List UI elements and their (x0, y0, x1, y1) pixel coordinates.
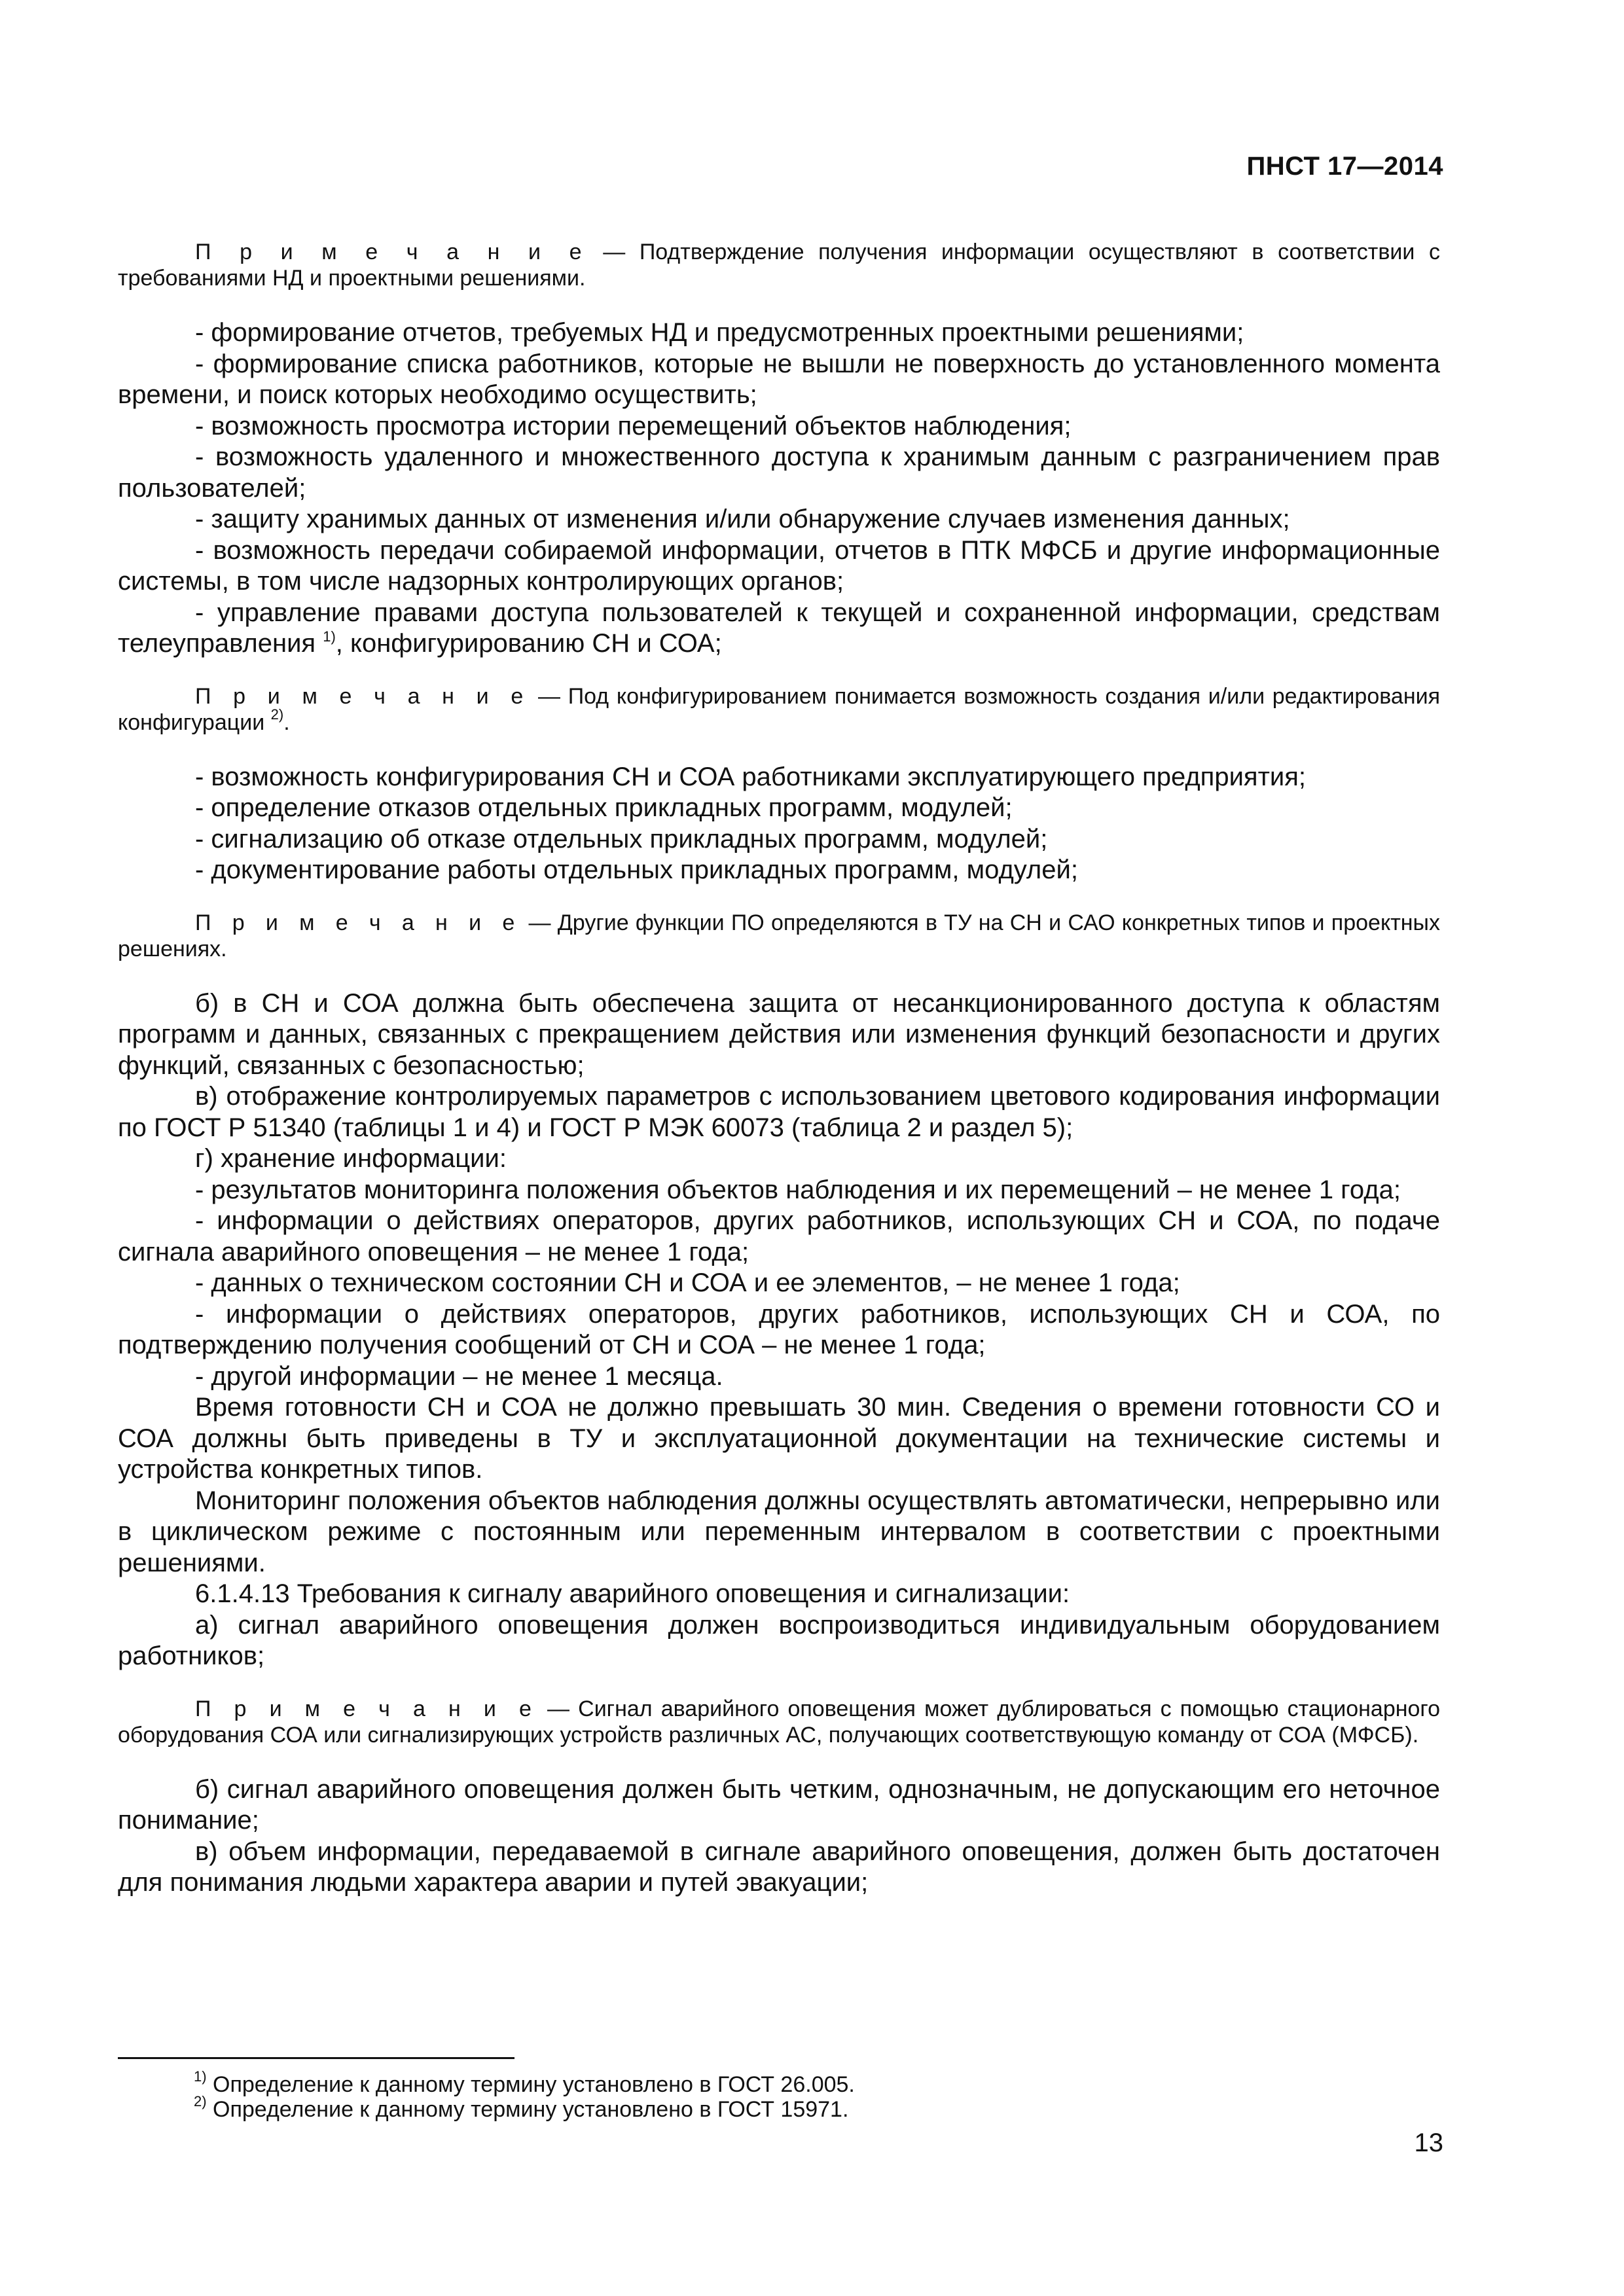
list-item: - данных о техническом состоянии СН и СОА и ее элементов, – не менее 1 года; (195, 1268, 1180, 1297)
list-item-text: - управление правами доступа пользователей к текущей и сохраненной информации, средствам телеуправления (118, 598, 1440, 658)
note (118, 910, 1440, 962)
footnote-text: Определение к данному термину установлено в ГОСТ 15971. (206, 2097, 849, 2122)
footnote-text: Определение к данному термину установлено в ГОСТ 26.005. (206, 2072, 855, 2097)
list-item: - возможность удаленного и множественного доступа к хранимым данным с разграничением прав пользователей; (118, 442, 1440, 503)
note-text: — Под конфигурированием понимается возможность создания и/или редактирования конфигурации (118, 683, 1440, 735)
section-heading: 6.1.4.13 Требования к сигналу аварийного оповещения и сигнализации: (195, 1579, 1070, 1608)
paragraph: г) хранение информации: (195, 1144, 507, 1173)
note-text: — Другие функции ПО определяются в ТУ на СН и САО конкретных типов и проектных решениях. (118, 910, 1440, 961)
list-item: - информации о действиях операторов, других работников, использующих СН и СОА, по подаче сигнала аварийного оповещения – не менее 1 года; (118, 1206, 1440, 1266)
note-label: П р и м е ч а н и е (195, 240, 589, 264)
note-text: . (283, 709, 290, 735)
paragraph: Мониторинг положения объектов наблюдения должны осуществлять автоматически, непрерывно или в циклическом режиме с постоянным или переменным интервалом в соответствии с проектными решениями. (118, 1486, 1440, 1577)
document-code: ПНСТ 17—2014 (1246, 152, 1443, 181)
note-text: — Подтверждение получения информации осуществляют в соответствии с требованиями НД и проектными решениями. (118, 240, 1440, 291)
page-body (118, 239, 1440, 1899)
footnote-mark: 2) (194, 2093, 207, 2109)
paragraph: в) объем информации, передаваемой в сигнале аварийного оповещения, должен быть достаточен для понимания людьми характера аварии и путей эвакуации; (118, 1837, 1440, 1897)
paragraph: б) в СН и СОА должна быть обеспечена защита от несанкционированного доступа к областям программ и данных, связанных с прекращением действия или изменения функций безопасности и других функций, связанных с безопасностью; (118, 988, 1440, 1080)
list-item: - возможность передачи собираемой информации, отчетов в ПТК МФСБ и другие информационные системы, в том числе надзорных контролирующих органов; (118, 535, 1440, 596)
paragraph: б) сигнал аварийного оповещения должен быть четким, однозначным, не допускающим его неточное понимание; (118, 1774, 1440, 1835)
footnote-divider (118, 2057, 514, 2059)
list-item: - возможность конфигурирования СН и СОА работниками эксплуатирующего предприятия; (195, 762, 1307, 791)
note (118, 239, 1440, 291)
list-item-text: , конфигурированию СН и СОА; (335, 629, 722, 658)
list-item: - возможность просмотра истории перемещений объектов наблюдения; (195, 411, 1072, 440)
list-item: - защиту хранимых данных от изменения и/или обнаружение случаев изменения данных; (195, 505, 1290, 533)
list-item: - другой информации – не менее 1 месяца. (195, 1361, 723, 1391)
note-label: П р и м е ч а н и е (195, 1696, 539, 1721)
note (118, 683, 1440, 736)
list-item: - определение отказов отдельных прикладных программ, модулей; (195, 793, 1013, 822)
list-item: - результатов мониторинга положения объектов наблюдения и их перемещений – не менее 1 года; (195, 1175, 1401, 1204)
page-number: 13 (1414, 2128, 1443, 2157)
list-item: - формирование списка работников, которые не вышли не поверхность до установленного момента времени, и поиск которых необходимо осуществить; (118, 349, 1440, 409)
footnote-mark: 1) (194, 2068, 207, 2085)
paragraph: а) сигнал аварийного оповещения должен воспроизводиться индивидуальным оборудованием работников; (118, 1610, 1440, 1670)
list-item: - документирование работы отдельных прикладных программ, модулей; (195, 855, 1078, 884)
footnote-ref: 1) (323, 628, 336, 645)
footnote-ref: 2) (270, 706, 284, 723)
footnote (194, 2068, 855, 2097)
paragraph: в) отображение контролируемых параметров с использованием цветового кодирования информации по ГОСТ Р 51340 (таблицы 1 и 4) и ГОСТ Р МЭК 60073 (таблица 2 и раздел 5); (118, 1082, 1440, 1142)
paragraph: Время готовности СН и СОА не должно превышать 30 мин. Сведения о времени готовности СО и СОА должны быть приведены в ТУ и эксплуатационной документации на технические системы и устройства конкретных типов. (118, 1393, 1440, 1484)
footnote (194, 2093, 855, 2122)
note-text: — Сигнал аварийного оповещения может дублироваться с помощью стационарного оборудования СОА или сигнализирующих устройств различных АС, получающих соответствующую команду от СОА (МФСБ). (118, 1696, 1440, 1748)
note (118, 1696, 1440, 1748)
footnotes (194, 2068, 855, 2122)
list-item: - сигнализацию об отказе отдельных прикладных программ, модулей; (195, 824, 1048, 853)
note-label: П р и м е ч а н и е (195, 683, 531, 709)
note-label: П р и м е ч а н и е (195, 910, 522, 935)
list-item (118, 598, 1440, 660)
list-item: - информации о действиях операторов, других работников, использующих СН и СОА, по подтверждению получения сообщений от СН и СОА – не менее 1 года; (118, 1299, 1440, 1359)
list-item: - формирование отчетов, требуемых НД и предусмотренных проектными решениями; (195, 318, 1244, 347)
